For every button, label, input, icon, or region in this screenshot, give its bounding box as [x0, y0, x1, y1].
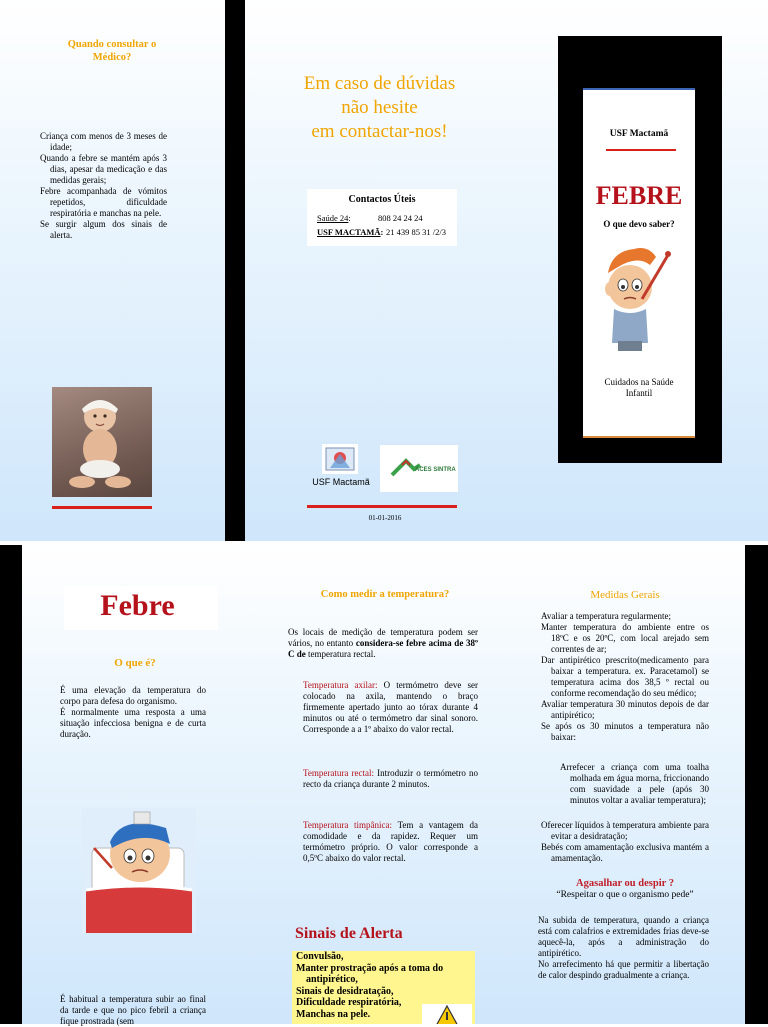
- intro-bold: considera-se febre acima de 38º C de: [288, 638, 478, 659]
- alert-item: Manchas na pele.: [296, 1008, 371, 1020]
- cover-footer: Cuidados na Saúde Infantil: [604, 377, 674, 398]
- measure-item: Manter temperatura do ambiente entre os 18ºC e os 20ºC, com local arejado sem correntes de ar;: [541, 622, 709, 654]
- dress-undress-para: Na subida de temperatura, quando a criança está com calafrios e extremidades frias deve-se aquecê-la, após a administração do antipirético.: [538, 915, 709, 958]
- dress-undress-quote: “Respeitar o que o organismo pede”: [556, 890, 694, 900]
- rectal-text: Introduzir o termómetro no recto da criança durante 2 minutos.: [303, 768, 478, 789]
- measure-title: Como medir a temperatura?: [320, 589, 450, 600]
- usf-logo: [322, 444, 358, 474]
- divider-line: [52, 506, 152, 509]
- general-measures-list-2: [541, 820, 709, 864]
- rectal-block: [303, 768, 478, 790]
- alert-title: Sinais de Alerta: [295, 925, 403, 942]
- doubt-headline: [262, 72, 497, 144]
- intro-text: temperatura rectal.: [308, 649, 376, 659]
- consult-item: Febre acompanhada de vómitos repetidos, dificuldade respiratória e manchas na pele.: [40, 186, 167, 218]
- general-measures-title: Medidas Gerais: [590, 589, 660, 601]
- sick-child-illustration: [82, 808, 196, 933]
- timpanica-block: [303, 820, 478, 864]
- contact-name: Saúde 24: [317, 213, 349, 223]
- contact-number: 808 24 24 24: [378, 213, 423, 223]
- measure-item: Avaliar a temperatura regularmente;: [541, 611, 672, 621]
- timpanica-text: Tem a vantagem da comodidade e da rapidez. Requer um termómetro próprio. O valor corresponde a 0,5ºC abaixo do valor rectal.: [303, 820, 478, 863]
- axilar-block: [303, 680, 478, 735]
- contacts-box: [307, 189, 457, 246]
- what-is-text: [60, 685, 206, 740]
- dress-undress-para: No arrefecimento há que permitir a libertação de calor despindo gradualmente a criança.: [538, 959, 709, 980]
- contact-name: USF MACTAMÃ: [317, 227, 381, 237]
- consult-item: Se surgir algum dos sinais de alerta.: [40, 219, 167, 240]
- measure-item: Dar antipirético prescrito(medicamento para baixar a temperatura. ex. Paracetamol) se temperatura acima dos 38,5 º rectal ou conforme recomendação do seu médico;: [541, 655, 709, 698]
- dress-undress-title: Agasalhar ou despir ?: [576, 878, 674, 889]
- dress-undress-text: [538, 915, 709, 981]
- divider-line: [606, 149, 676, 151]
- measure-item: Oferecer líquidos à temperatura ambiente para evitar a desidratação;: [541, 820, 709, 841]
- fold-bar-left: [0, 545, 22, 1024]
- febre-title: Febre: [100, 589, 175, 622]
- headline-line-2: não hesite: [341, 97, 418, 118]
- contact-row-saude24: Saúde 24:: [317, 213, 351, 223]
- feverish-child-illustration: [598, 243, 678, 355]
- intro-text: Os locais de medição de temperatura podem ser vários, no entanto: [288, 627, 478, 648]
- contact-row-usf: USF MACTAMÃ:: [317, 227, 384, 237]
- what-is-title: O que é?: [114, 657, 156, 669]
- alert-item: Dificuldade respiratória,: [296, 997, 402, 1008]
- measure-item: Avaliar temperatura 30 minutos depois de dar antipirético;: [541, 699, 709, 720]
- consult-title: Quando consultar o Médico?: [67, 39, 157, 63]
- alert-item: Convulsão,: [296, 951, 344, 962]
- measure-intro: [288, 627, 478, 660]
- divider-line: [307, 505, 457, 508]
- contacts-title: Contactos Úteis: [348, 194, 416, 205]
- date-text: 01-01-2016: [368, 514, 402, 522]
- contact-number: 21 439 85 31 /2/3: [386, 227, 446, 237]
- cooling-subitem: [560, 762, 709, 806]
- warning-icon: [422, 1004, 472, 1024]
- consult-item: Quando a febre se mantém após 3 dias, apesar da medicação e das medidas gerais;: [40, 153, 167, 185]
- habitual-text: É habitual a temperatura subir ao final da tarde e que no pico febril a criança fique prostrada (sem: [60, 994, 206, 1026]
- consult-list: [40, 131, 167, 241]
- what-is-para: É uma elevação da temperatura do corpo para defesa do organismo.: [60, 685, 206, 706]
- alert-item: Manter prostração após a toma do antipirético,: [296, 962, 444, 985]
- measure-subitem: Arrefecer a criança com uma toalha molhada em água morna, friccionando com suavidade a pele (após 30 minutos voltar a avaliar temperatura);: [560, 762, 709, 805]
- cover-title: FEBRE: [595, 181, 683, 210]
- aces-sintra-text: ACES SINTRA: [415, 467, 456, 473]
- aces-sintra-logo: [380, 445, 458, 492]
- cover-subtitle: O que devo saber?: [603, 219, 675, 229]
- axilar-label: Temperatura axilar:: [303, 680, 378, 690]
- what-is-para: É normalmente uma resposta a uma situação infecciosa benigna e de curta duração.: [60, 707, 206, 739]
- cover-org: USF Mactamã: [609, 129, 669, 139]
- baby-photo: [52, 387, 152, 497]
- consult-item: Criança com menos de 3 meses de idade;: [40, 131, 167, 152]
- headline-line-3: em contactar-nos!: [311, 121, 448, 142]
- rectal-label: Temperatura rectal:: [303, 768, 374, 778]
- headline-line-1: Em caso de dúvidas: [303, 73, 456, 94]
- usf-logo-caption: USF Mactamã: [312, 477, 370, 487]
- alert-item: Sinais de desidratação,: [296, 985, 394, 997]
- timpanica-label: Temperatura timpânica:: [303, 820, 393, 830]
- general-measures-list: [541, 611, 709, 743]
- measure-item: Bebés com amamentação exclusiva mantém a amamentação.: [541, 842, 709, 863]
- fold-bar-right: [745, 545, 768, 1024]
- axilar-text: O termómetro deve ser colocado na axila, mantendo o braço firmemente apertado junto ao tórax durante 4 minutos ou até o termómetro dar sinal sonoro. Corresponde a a 1º abaixo do valor rectal.: [303, 680, 478, 734]
- measure-item: Se após os 30 minutos a temperatura não baixar:: [541, 721, 709, 742]
- fold-bar-1: [225, 0, 245, 541]
